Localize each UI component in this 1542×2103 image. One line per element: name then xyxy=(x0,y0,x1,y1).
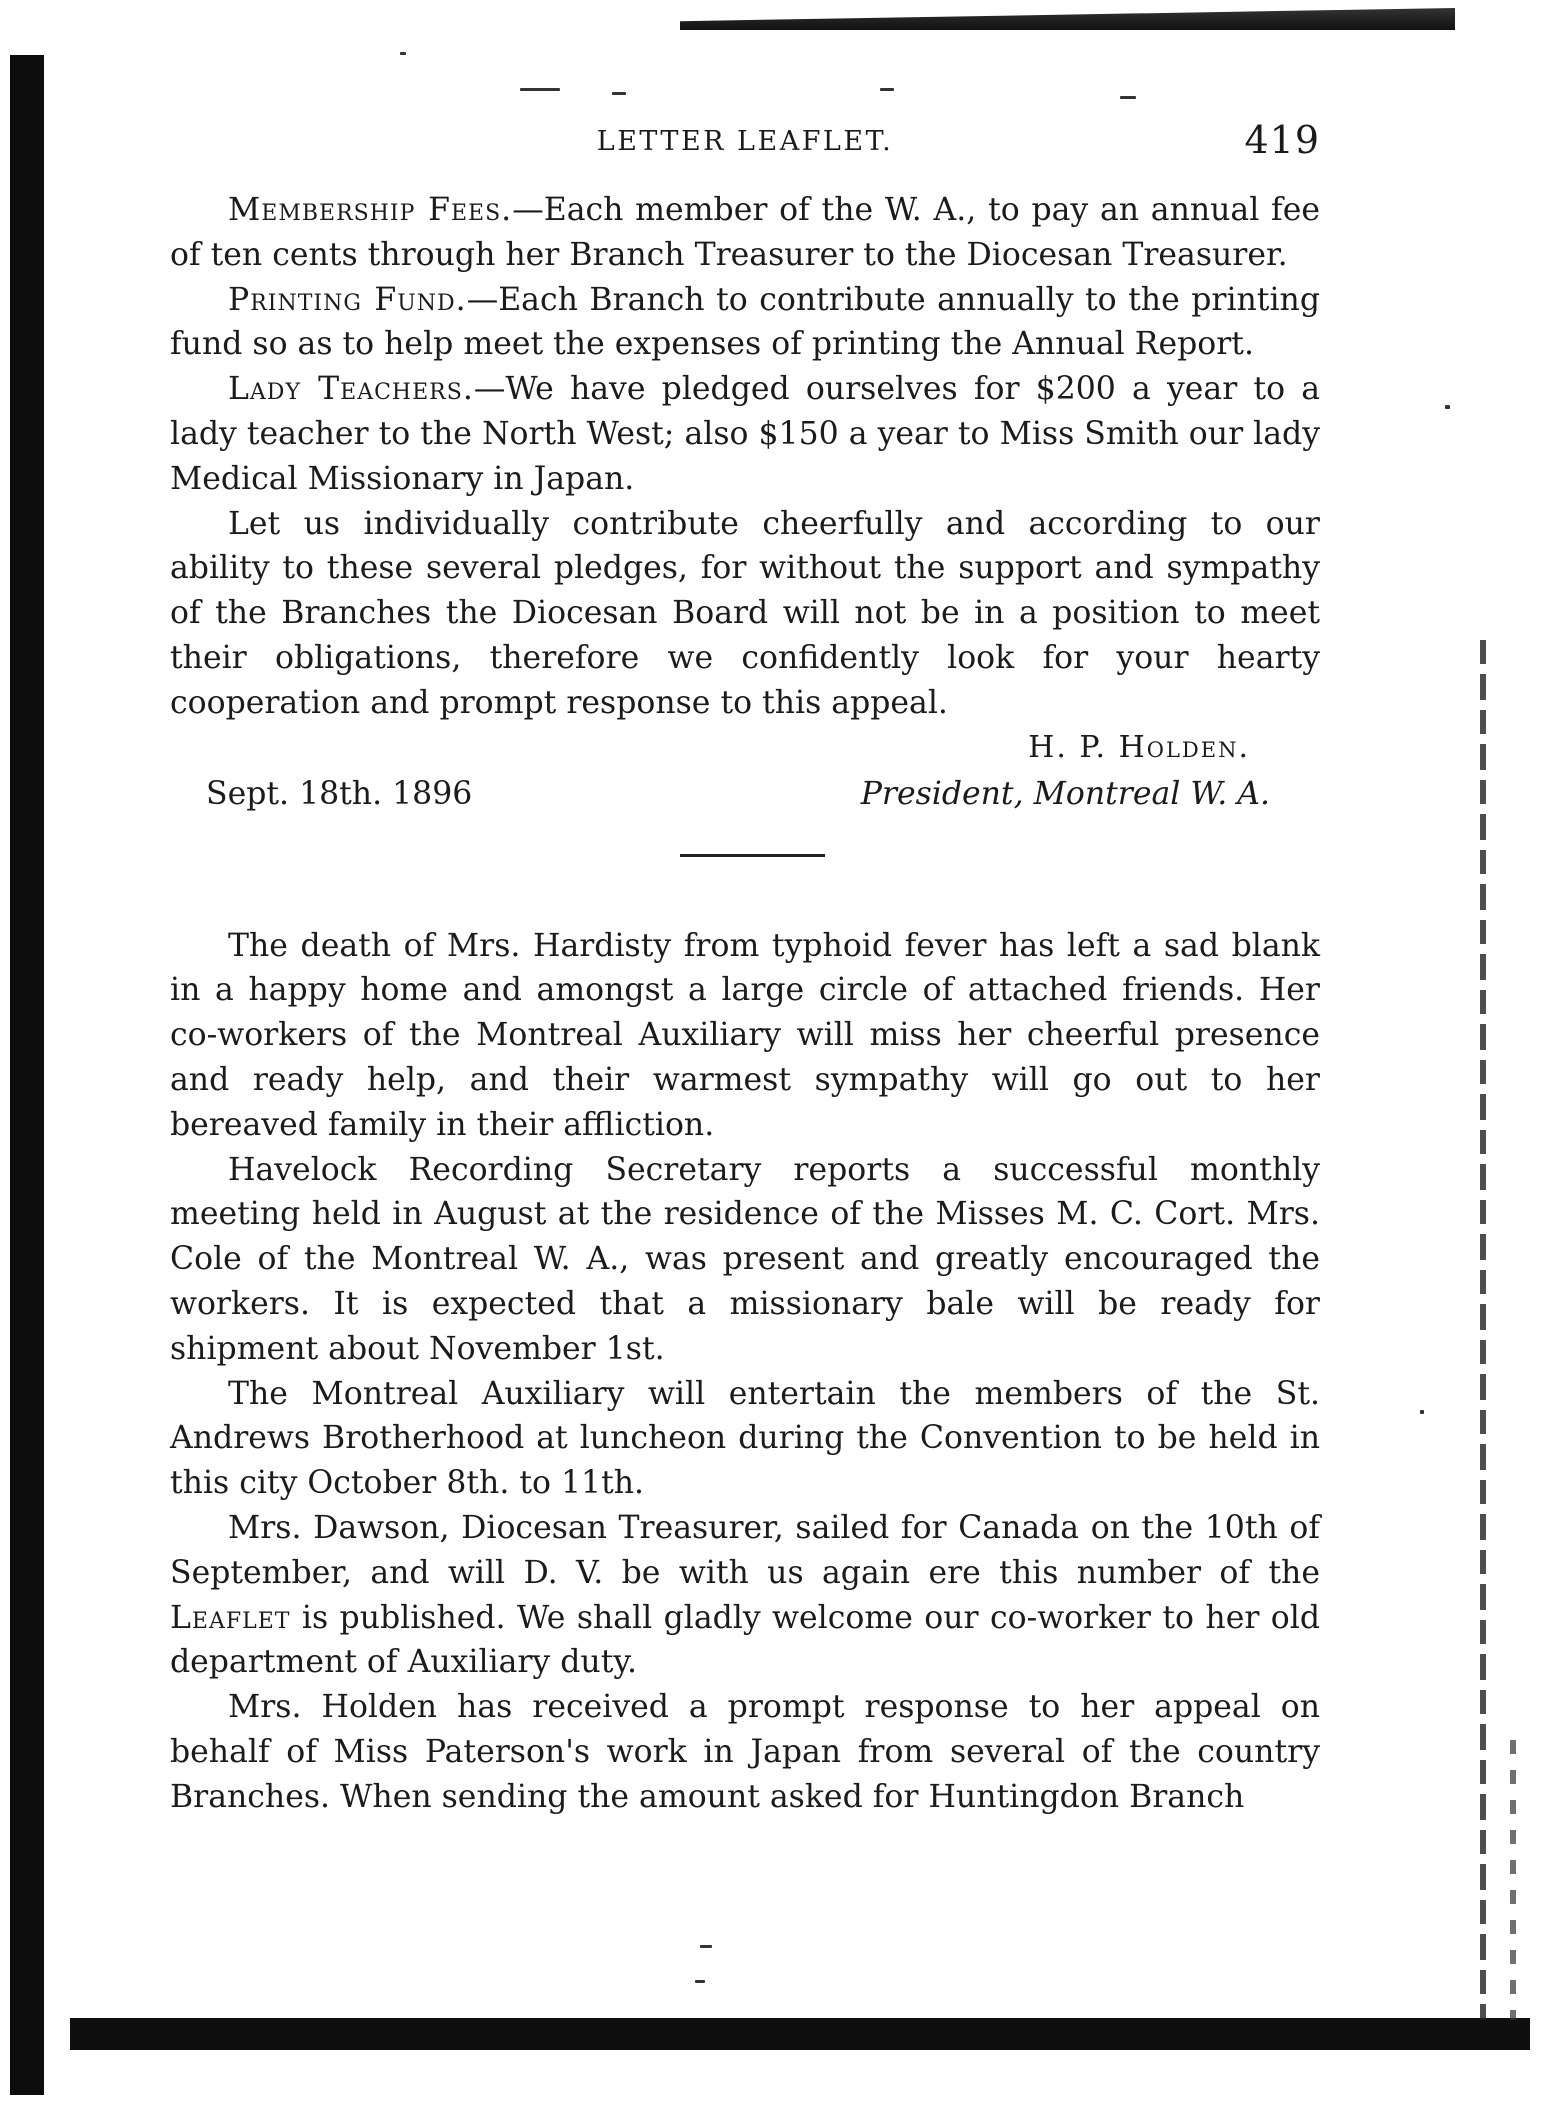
run-in-heading: Printing Fund. xyxy=(228,281,467,318)
run-in-heading: Membership Fees. xyxy=(228,192,513,228)
paragraph-lady-teachers xyxy=(170,367,1320,501)
paragraph-hardisty: The death of Mrs. Hardisty from typhoid fever has left a sad blank in a happy home and amongst a large circle of attached friends. Her co-workers of the Montreal Auxiliary will miss her cheerful presence and ready help, and their warmest sympathy will go out to her bereaved family in their affliction. xyxy=(170,927,1320,1143)
paragraph-holden: Mrs. Holden has received a prompt response to her appeal on behalf of Miss Paterson's work in Japan from several of the country Branches. When sending the amount asked for Huntingdon Branch xyxy=(170,1689,1320,1815)
paragraph-printing-fund xyxy=(170,278,1320,368)
scan-border-left xyxy=(10,55,44,2095)
text-column xyxy=(170,188,1320,1820)
scan-speck xyxy=(1445,405,1450,409)
scan-border-top xyxy=(680,8,1455,30)
section-divider xyxy=(170,814,1320,894)
scan-edge-right xyxy=(1480,640,1486,2020)
paragraph-appeal: Let us individually contribute cheerfully and according to our ability to these several pledges, for without the support and sympathy of the Branches the Diocesan Board will not be in a position to meet their obligations, therefore we confidently look for your hearty cooperation and prompt response to this appeal. xyxy=(170,505,1320,721)
scan-speck xyxy=(880,88,894,91)
page-number: 419 xyxy=(1244,118,1320,162)
running-head: LETTER LEAFLET. xyxy=(596,126,894,157)
scan-edge-right-outer xyxy=(1510,1740,1516,2020)
paragraph-dawson xyxy=(170,1506,1320,1685)
run-in-heading: Lady Teachers. xyxy=(228,371,474,408)
scan-speck xyxy=(520,88,560,91)
signature-block xyxy=(170,726,1320,814)
paragraph-text: —Each member of the W. A., to pay an annual fee of ten cents through her Branch Treasurer to the Diocesan Treasurer. xyxy=(170,192,1320,273)
divider-line xyxy=(680,854,825,857)
paragraph-text: Mrs. Dawson, Diocesan Treasurer, sailed for Canada on the 10th of September, and will D. V. be with us again ere this number of the xyxy=(170,1509,1320,1591)
scan-speck xyxy=(700,1945,712,1948)
scan-border-bottom xyxy=(70,2018,1530,2050)
page-header xyxy=(170,118,1320,168)
scan-speck xyxy=(695,1980,705,1983)
paragraph-text: —We have pledged ourselves for $200 a year to a lady teacher to the North West; also $150 a year to Miss Smith our lady Medical Missionary in Japan. xyxy=(170,371,1321,497)
paragraph-havelock: Havelock Recording Secretary reports a successful monthly meeting held in August at the residence of the Misses M. C. Cort. Mrs. Cole of the Montreal W. A., was present and greatly encouraged the workers. It is expected that a missionary bale will be ready for shipment about November 1st. xyxy=(170,1151,1320,1367)
signature-title: President, Montreal W. A. xyxy=(860,775,1270,812)
spacer xyxy=(170,894,1320,924)
signature-name: H. P. Holden. xyxy=(1028,729,1250,765)
paragraph-st-andrews: The Montreal Auxiliary will entertain the members of the St. Andrews Brotherhood at luncheon during the Convention to be held in this city October 8th. to 11th. xyxy=(170,1375,1320,1502)
scan-speck xyxy=(1120,96,1136,99)
signature-date: Sept. 18th. 1896 xyxy=(206,775,473,812)
paragraph-text: is published. We shall gladly welcome our co-worker to her old department of Auxiliary duty. xyxy=(170,1599,1320,1681)
scan-speck xyxy=(400,52,406,55)
scan-speck xyxy=(1420,1410,1424,1414)
scan-speck xyxy=(612,92,626,95)
paragraph-membership-fees xyxy=(170,188,1320,278)
leaflet-name: Leaflet xyxy=(170,1599,291,1636)
paragraph-text: —Each Branch to contribute annually to the printing fund so as to help meet the expenses of printing the Annual Report. xyxy=(170,281,1320,363)
